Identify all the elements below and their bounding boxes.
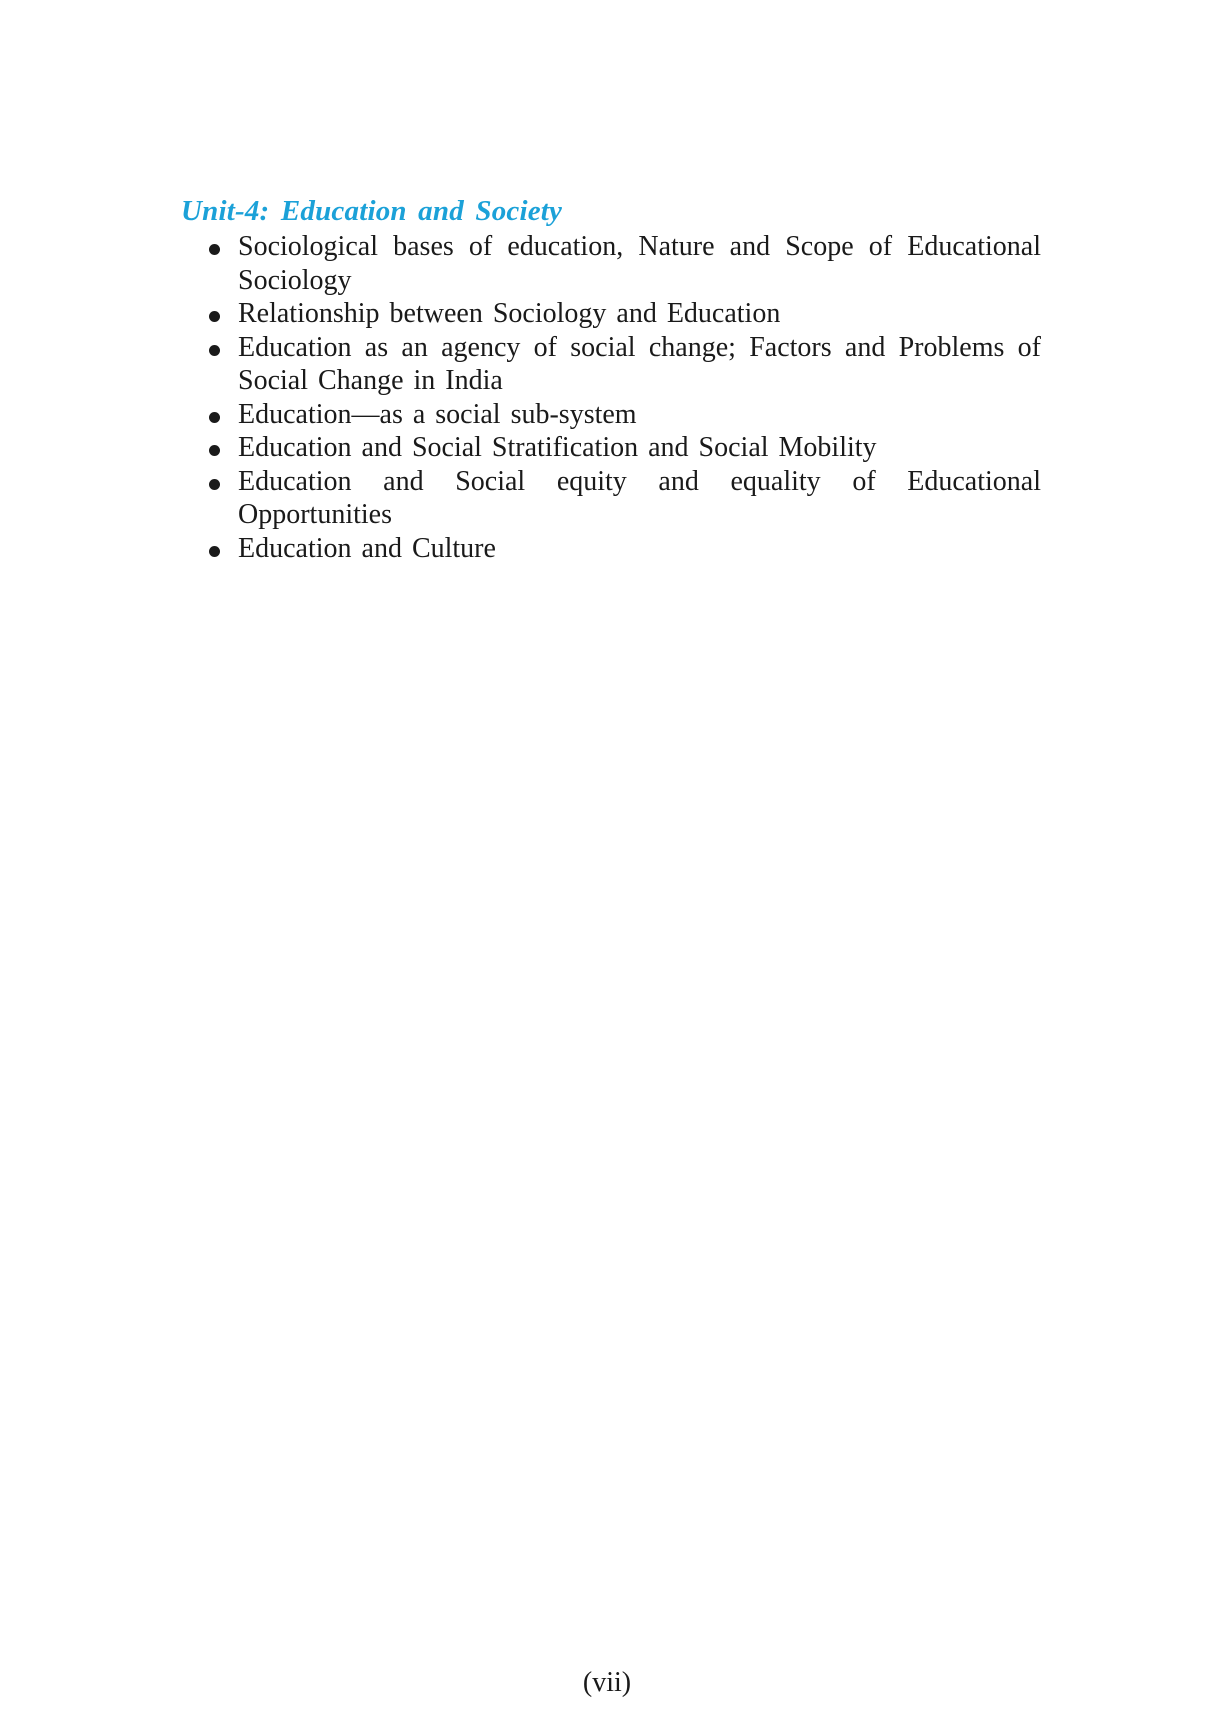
list-item — [209, 465, 1041, 532]
list-item-text: Education—as a social sub-system — [238, 398, 637, 430]
list-item-text: Education as an agency of social change; Factors and Problems of Social Change in India — [238, 331, 1041, 396]
list-item-text: Education and Social equity and equality of Educational Opportunities — [238, 465, 1041, 530]
bullet-icon — [209, 445, 220, 456]
bullet-icon — [209, 479, 220, 490]
list-item-text: Relationship between Sociology and Education — [238, 298, 781, 329]
unit-heading: Unit-4: Education and Society — [181, 195, 563, 227]
list-item-text: Education and Social Stratification and Social Mobility — [238, 432, 877, 463]
bullet-icon — [209, 546, 220, 557]
list-item — [209, 532, 1041, 566]
list-item — [209, 230, 1041, 297]
bullet-icon — [209, 412, 220, 423]
bullet-icon — [209, 345, 220, 356]
page-number: (vii) — [582, 1667, 632, 1698]
list-item-text: Sociological bases of education, Nature and Scope of Educational Sociology — [238, 231, 1041, 296]
bullet-icon — [209, 311, 220, 322]
list-item — [209, 431, 1041, 465]
list-item — [209, 398, 1041, 432]
topic-list — [209, 230, 1041, 565]
bullet-icon — [209, 244, 220, 255]
list-item-text: Education and Culture — [238, 532, 496, 564]
unit-section — [181, 192, 1041, 565]
list-item — [209, 297, 1041, 331]
list-item — [209, 331, 1041, 398]
